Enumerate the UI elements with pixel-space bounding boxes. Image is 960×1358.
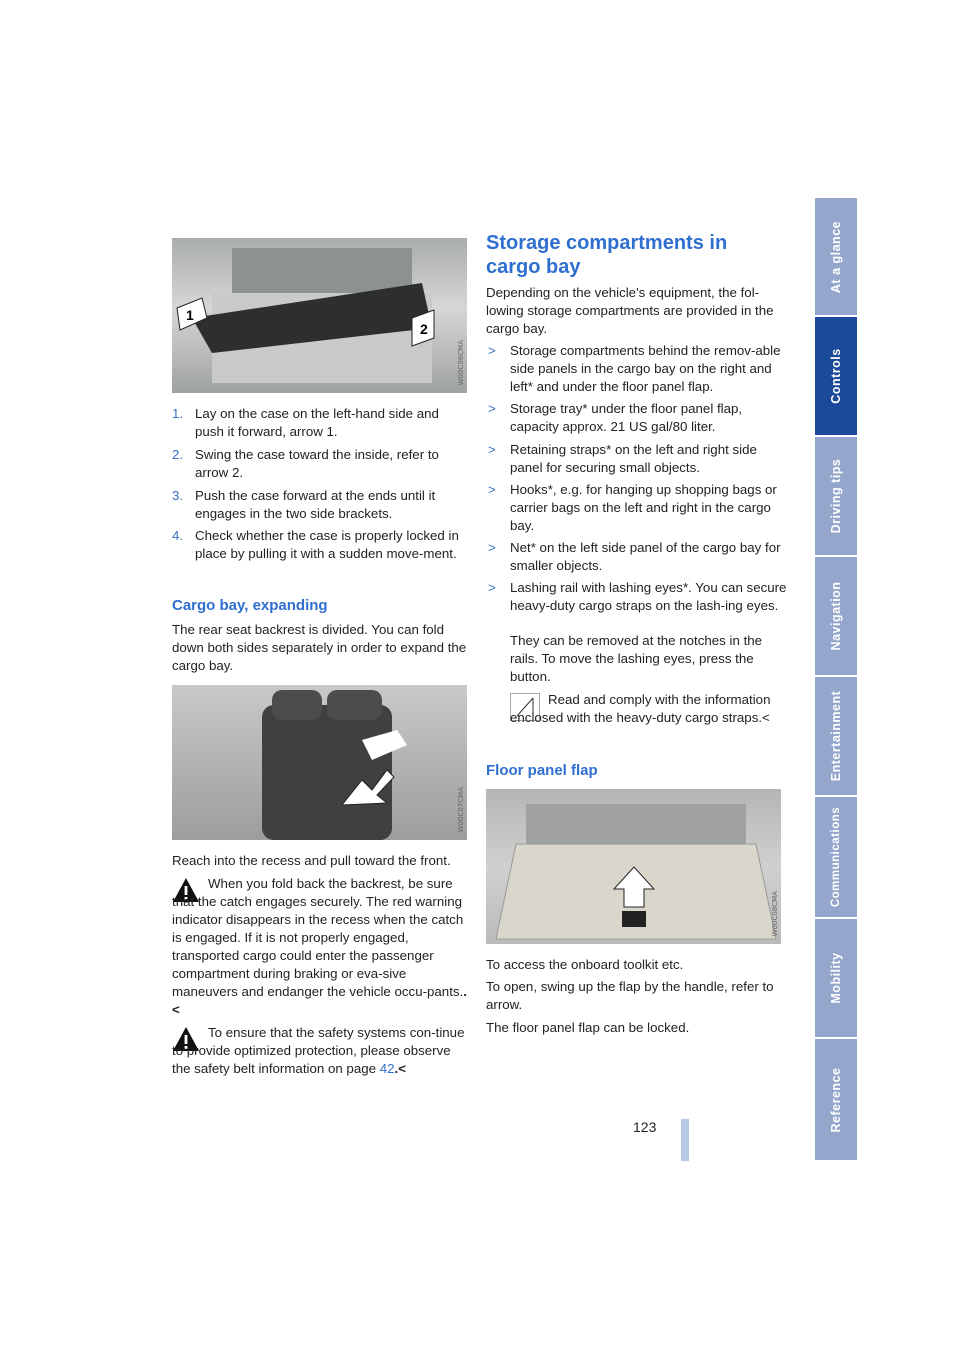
floor-para-2: To open, swing up the flap by the handle, refer to arrow. xyxy=(486,979,774,1012)
side-tab-entertainment[interactable]: Entertainment xyxy=(815,677,857,795)
svg-text:1: 1 xyxy=(186,307,194,323)
note-text: Read and comply with the information enclosed with the heavy-duty cargo straps.< xyxy=(510,692,771,725)
cargo-cover-photo: 1 2 W00C06CMA xyxy=(172,238,467,393)
warning-2-text: To ensure that the safety systems con-tinue to provide optimized protection, please observe the safety belt information on page 42.< xyxy=(172,1025,465,1076)
side-tab-reference[interactable]: Reference xyxy=(815,1039,857,1160)
floor-panel-photo: W00C08CMA xyxy=(486,789,781,944)
floor-para-1: To access the onboard toolkit etc. xyxy=(486,957,684,972)
list-item: > Net* on the left side panel of the cargo bay for smaller objects. xyxy=(488,540,781,573)
side-tab-controls[interactable]: Controls xyxy=(815,317,857,435)
warning-1-text: When you fold back the backrest, be sure that the catch engages securely. The red warning indicator disappears in the recess when the catch is engaged. If it is not properly engaged, transported cargo could enter the passenger compartment during braking or eva-sive maneuvers and endanger the vehicle occu-pants..< xyxy=(172,876,467,1017)
cargo-bay-heading: Cargo bay, expanding xyxy=(172,597,328,614)
svg-text:2: 2 xyxy=(420,321,428,337)
list-item: > Storage compartments behind the remov-able side panels in the cargo bay on the right and left* and under the floor panel flap. xyxy=(488,343,781,394)
list-item: > Hooks*, e.g. for hanging up shopping bags or carrier bags on the left and right in the cargo bay. xyxy=(488,482,777,533)
page-link[interactable]: 42 xyxy=(379,1061,395,1076)
side-tab-communications[interactable]: Communications xyxy=(815,797,857,917)
storage-intro: Depending on the vehicle's equipment, the fol-lowing storage compartments are provided in the cargo bay. xyxy=(486,285,774,336)
list-item: > Retaining straps* on the left and right side panel for securing small objects. xyxy=(488,442,757,475)
step-3: 3. Push the case forward at the ends until it engages in the two side brackets. xyxy=(172,488,436,521)
step-4: 4. Check whether the case is properly locked in place by pulling it with a sudden move-ment. xyxy=(172,528,459,561)
cargo-bay-text: The rear seat backrest is divided. You can fold down both sides separately in order to expand the cargo bay. xyxy=(172,622,467,673)
cargo-cover-illustration xyxy=(172,238,467,393)
page-number: 123 xyxy=(633,1119,657,1135)
side-tab-mobility[interactable]: Mobility xyxy=(815,919,857,1037)
floor-para-3: The floor panel flap can be locked. xyxy=(486,1020,690,1035)
side-tab-at-a-glance[interactable]: At a glance xyxy=(815,198,857,315)
floor-panel-heading: Floor panel flap xyxy=(486,762,598,779)
list-item: > Storage tray* under the floor panel flap, capacity approx. 21 US gal/80 liter. xyxy=(488,401,743,434)
rear-seat-photo: W00C07CMA xyxy=(172,685,467,840)
list-item-continuation: They can be removed at the notches in the rails. To move the lashing eyes, press the button. xyxy=(510,633,763,684)
storage-heading: Storage compartments in cargo bay xyxy=(486,232,728,278)
step-2: 2. Swing the case toward the inside, refer to arrow 2. xyxy=(172,447,439,480)
page-number-bar xyxy=(681,1119,689,1161)
floor-panel-illustration xyxy=(486,789,781,944)
side-tab-navigation[interactable]: Navigation xyxy=(815,557,857,675)
list-item: > Lashing rail with lashing eyes*. You can secure heavy-duty cargo straps on the lash-ing eyes. xyxy=(488,580,787,613)
side-tab-driving-tips[interactable]: Driving tips xyxy=(815,437,857,555)
rear-seat-illustration xyxy=(172,685,467,840)
step-1: 1. Lay on the case on the left-hand side and push it forward, arrow 1. xyxy=(172,406,439,439)
reach-text: Reach into the recess and pull toward the front. xyxy=(172,853,451,868)
